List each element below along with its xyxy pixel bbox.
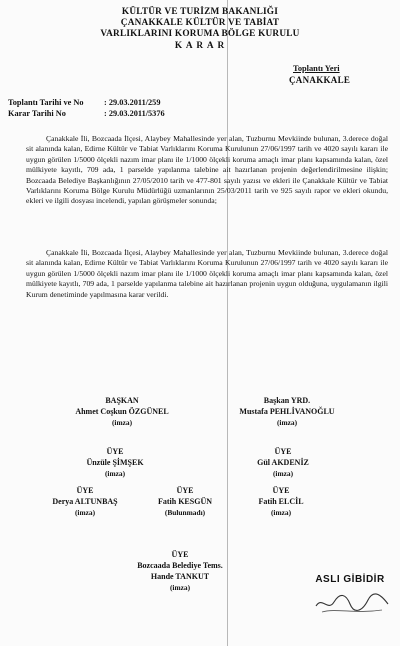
board-title-line2: VARLIKLARINI KORUMA BÖLGE KURULU: [100, 29, 300, 39]
ministry-title: KÜLTÜR VE TURİZM BAKANLIĞI: [121, 7, 279, 17]
meeting-date-label: Toplantı Tarihi ve No: [8, 98, 84, 107]
signatory-uye-tankut: [120, 549, 240, 593]
signatory-title: BAŞKAN: [105, 396, 139, 405]
signatory-status: (imza): [169, 583, 191, 592]
handwritten-signature-icon: [312, 586, 392, 618]
signatory-uye-altunbas: [35, 485, 135, 518]
signatory-status: (imza): [272, 469, 294, 478]
signatory-baskan: [62, 395, 182, 428]
signatory-subtitle: Bozcaada Belediye Tems.: [137, 561, 223, 570]
signatory-title: Başkan YRD.: [263, 396, 311, 405]
signatory-status: (imza): [276, 418, 298, 427]
signatory-uye-kesgun: [140, 485, 230, 518]
signatory-title: ÜYE: [176, 486, 194, 495]
signatory-status: (imza): [74, 508, 96, 517]
decision-date-label: Karar Tarihi No: [8, 109, 66, 118]
signatory-name: Derya ALTUNBAŞ: [52, 497, 118, 506]
meeting-place-label: Toplantı Yeri: [293, 64, 340, 73]
meeting-place-value: ÇANAKKALE: [289, 75, 351, 85]
signatory-name: Mustafa PEHLİVANOĞLU: [239, 407, 335, 416]
decision-date-value: : 29.03.2011/5376: [104, 109, 165, 118]
signatory-uye-elcil: [236, 485, 326, 518]
signatory-name: Hande TANKUT: [150, 572, 210, 581]
meeting-date-value: : 29.03.2011/259: [104, 98, 161, 107]
signatory-uye-simsek: [70, 446, 160, 479]
signatory-uye-akdeniz: [238, 446, 328, 479]
paragraph-deliberation: Çanakkale İli, Bozcaada İlçesi, Alaybey Mahallesinde yer alan, Tuzburnu Mevkiinde bulunan, 3.derece doğal sit alanında kalan, Edirne Kültür ve Tabiat Varlıklarını Koruma Kurulunun 27/06/1997 tarih ve 4020 sayılı kararı ile uygun görülen 1/5000 ölçekli nazım imar planı ile 1/1000 ölçekli koruma amaçlı imar planı kapsamında kalan, özel mülkiyete kayıtlı, 709 ada, 1 parselde yapılanma talebine ait hazırlanan projenin değerlendirilmesine ilişkin; Bozcaada Belediye Başkanlığının 27/05/2010 tarih ve 477-801 sayılı yazısı ve ekleri ile Çanakkale Kültür ve Tabiat Varlıklarını Koruma Bölge Kurulu Müdürlüğü uzmanlarının 25/03/2011 tarih ve 925 sayılı rapor ve ekleri okundu, ekleri ve ilgili dosyası incelendi, yapılan görüşmeler sonunda;: [26, 134, 388, 206]
board-title-line1: ÇANAKKALE KÜLTÜR VE TABİAT: [120, 18, 280, 28]
decision-heading: K A R A R: [174, 41, 226, 51]
signatory-name: Ahmet Coşkun ÖZGÜNEL: [75, 407, 169, 416]
paragraph-decision: Çanakkale İli, Bozcaada İlçesi, Alaybey Mahallesinde yer alan, Tuzburnu Mevkiinde bulunan, 3.derece doğal sit alanında kalan, Edirne Kültür ve Tabiat Varlıklarını Koruma Kurulunun 27/06/1997 tarih ve 4020 sayılı kararı ile uygun görülen 1/5000 ölçekli nazım imar planı ile 1/1000 ölçekli koruma amaçlı imar planı kapsamında kalan, özel mülkiyete kayıtlı, 709 ada, 1 parselde yapılanma talebine ait hazırlanan projenin uygun olduğuna, uygulamanın ilgili Kurum denetiminde yapılmasına karar verildi.: [26, 248, 388, 299]
stamp-title: ASLI GİBİDİR: [315, 574, 385, 585]
signatory-status: (imza): [111, 418, 133, 427]
signatory-title: ÜYE: [76, 486, 94, 495]
signatory-baskan-yrd: [222, 395, 352, 428]
signatory-status: (Bulunmadı): [164, 508, 206, 517]
signatory-name: Ünzüle ŞİMŞEK: [86, 458, 144, 467]
signatory-title: ÜYE: [272, 486, 290, 495]
signatory-title: ÜYE: [106, 447, 124, 456]
signatory-title: ÜYE: [171, 550, 189, 559]
signatory-name: Fatih KESGÜN: [157, 497, 212, 506]
signatory-status: (imza): [104, 469, 126, 478]
signatory-title: ÜYE: [274, 447, 292, 456]
certified-copy-stamp: [306, 574, 394, 620]
signatory-name: Gül AKDENİZ: [257, 458, 309, 467]
signatory-name: Fatih ELCİL: [258, 497, 304, 506]
signatory-status: (imza): [270, 508, 292, 517]
